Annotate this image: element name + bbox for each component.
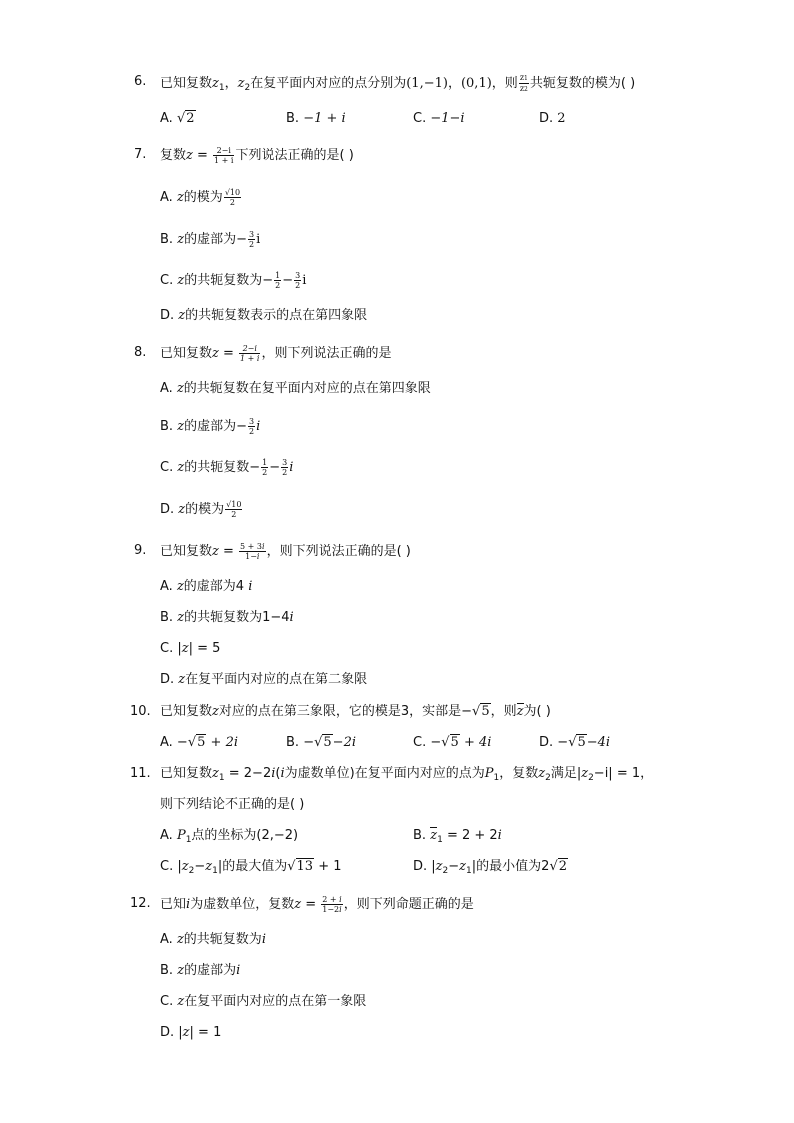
option-b[interactable]: B. −1 + i <box>286 111 346 126</box>
option-a[interactable]: A. z的共轭复数在复平面内对应的点在第四象限 <box>160 381 431 396</box>
question-number: 12. <box>130 896 151 911</box>
option-b[interactable]: B. z的虚部为i <box>160 963 241 978</box>
question-number: 9. <box>134 543 147 558</box>
option-a[interactable]: A. z的共轭复数为i <box>160 932 266 947</box>
question-stem: 已知复数z = $\frac{5 + 3i}{1-i}$ ，则下列说法正确的是( ) <box>160 542 411 561</box>
option-c[interactable]: C. |z| = 5 <box>160 641 221 656</box>
question-stem: 已知复数z = $\frac{2-i}{1 + i}$ ，则下列说法正确的是 <box>160 344 392 363</box>
question-stem: 复数z = $\frac{2-i}{1 + i}$ 下列说法正确的是( ) <box>160 146 354 165</box>
question-stem: 已知复数z对应的点在第三象限，它的模是3，实部是−√5，则z为( ) <box>160 704 551 719</box>
question-number: 10. <box>130 704 151 719</box>
option-b[interactable]: B. −√5−2i <box>286 735 356 750</box>
option-d[interactable]: D. z的共轭复数表示的点在第四象限 <box>160 308 368 323</box>
option-b[interactable]: B. z的共轭复数为1−4i <box>160 610 294 625</box>
option-c[interactable]: C. $|z_2-z_1|$的最大值为√13 + 1 <box>160 859 342 876</box>
question-stem: 已知复数$z_1 = 2-2i(i$为虚数单位)在复平面内对应的点为$P_1$，复数$z_2$满足$|z_2-i| = 1$， <box>160 766 654 783</box>
option-c[interactable]: C. −√5 + 4i <box>413 735 492 750</box>
question-number: 7. <box>134 147 147 162</box>
option-b[interactable]: B. $z_1 = 2 + 2i$ <box>413 828 502 845</box>
question-11-line-2: 则下列结论不正确的是( ) <box>160 797 305 812</box>
option-b[interactable]: B. z的虚部为− $\frac{3}{2}$ i <box>160 230 261 249</box>
option-c[interactable]: C. z在复平面内对应的点在第一象限 <box>160 994 367 1009</box>
question-stem: 已知i为虚数单位，复数z = $\frac{2 + i}{1-2i}$ ，则下列命题正确的是 <box>160 895 474 914</box>
option-c[interactable]: C. z的共轭复数为− $\frac{1}{2}$ − $\frac{3}{2}$ i <box>160 271 307 290</box>
option-a[interactable]: A. √2 <box>160 111 195 126</box>
option-c[interactable]: C. −1−i <box>413 111 465 126</box>
option-d[interactable]: D. $|z_2-z_1|$的最小值为2√2 <box>413 859 568 876</box>
option-d[interactable]: D. z在复平面内对应的点在第二象限 <box>160 672 368 687</box>
option-a[interactable]: A. z的模为 $\frac{√10}{2}$ <box>160 188 241 207</box>
option-a[interactable]: A. −√5 + 2i <box>160 735 239 750</box>
option-c[interactable]: C. z的共轭复数− $\frac{1}{2}$ − $\frac{3}{2}$ i <box>160 458 294 477</box>
question-number: 11. <box>130 766 151 781</box>
question-number: 6. <box>134 74 147 89</box>
option-d[interactable]: D. −√5−4i <box>539 735 611 750</box>
option-d[interactable]: D. 2 <box>539 111 566 126</box>
option-a[interactable]: A. $P_1$点的坐标为(2,−2) <box>160 828 299 845</box>
option-d[interactable]: D. |z| = 1 <box>160 1025 222 1040</box>
option-b[interactable]: B. z的虚部为− $\frac{3}{2}$ i <box>160 417 261 436</box>
option-d[interactable]: D. z的模为 $\frac{√10}{2}$ <box>160 500 242 519</box>
question-stem: 已知复数$z_1$，$z_2$在复平面内对应的点分别为(1,−1)，(0,1)，则 $\frac{z1}{z2}$ 共轭复数的模为( ) <box>160 73 636 93</box>
question-number: 8. <box>134 345 147 360</box>
option-a[interactable]: A. z的虚部为4 i <box>160 579 253 594</box>
